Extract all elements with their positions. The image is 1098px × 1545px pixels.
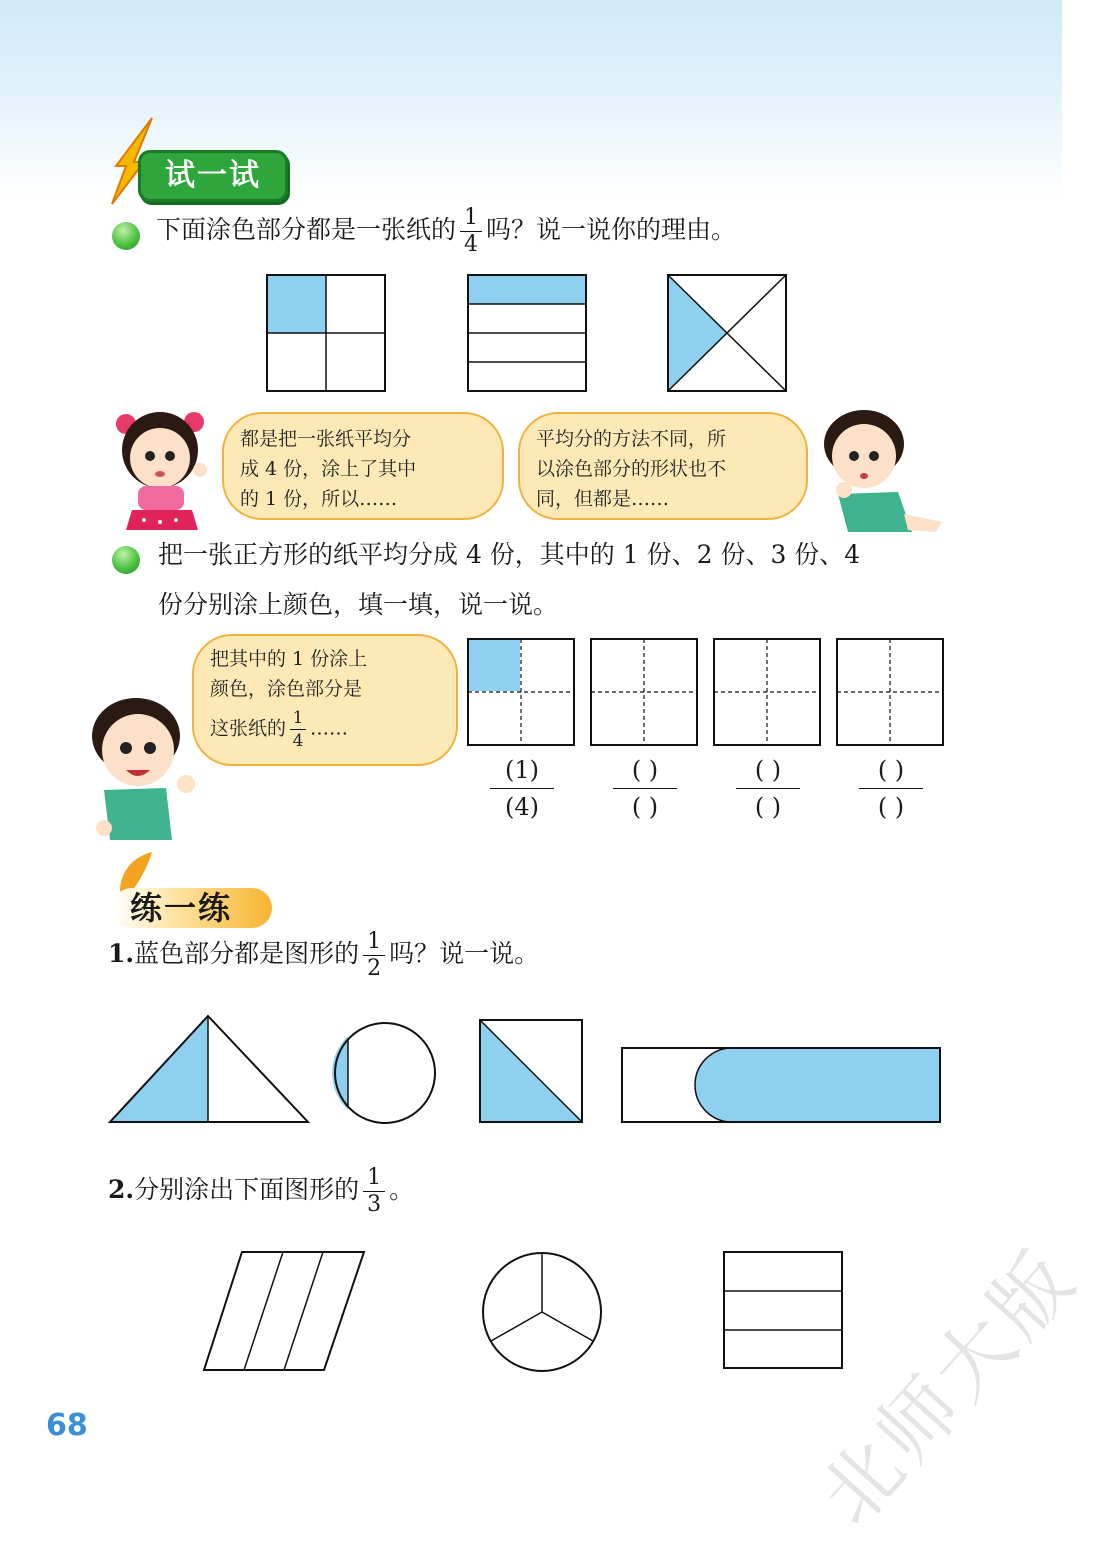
girl-character-icon: [108, 404, 218, 532]
answer-4-num[interactable]: ( ): [877, 756, 905, 784]
frac-den: 4: [292, 731, 304, 751]
frac-den: 3: [367, 1192, 382, 1217]
exercise-2-after: 。: [389, 1175, 415, 1204]
bubble-boy2-line3: [210, 708, 440, 751]
half-square-diagonal-figure: [478, 1018, 584, 1124]
exercise-1-number: 1.: [108, 939, 135, 968]
bubble-boy2-line1: 把其中的 1 份涂上: [210, 648, 368, 670]
exercise-2-text: [108, 1166, 414, 1217]
green-bullet-icon: [112, 222, 140, 250]
bubble-boy2-line3-after: ……: [310, 717, 349, 740]
fraction-one-quarter: [460, 206, 482, 257]
question-1-after: 吗？说一说你的理由。: [486, 215, 737, 244]
answer-2-num[interactable]: ( ): [631, 756, 659, 784]
parallelogram-thirds-figure[interactable]: [202, 1250, 366, 1372]
circle-thirds-figure[interactable]: [480, 1250, 604, 1374]
green-bullet-icon: [112, 546, 140, 574]
bubble-boy2-line3-before: 这张纸的: [210, 717, 287, 740]
square-quarter-strips: [467, 274, 589, 394]
rectangle-thirds-figure[interactable]: [722, 1250, 844, 1372]
bubble-boy-line1: 平均分的方法不同，所: [536, 428, 727, 450]
speech-bubble-girl: [222, 412, 504, 520]
square-quarter-triangle: [667, 274, 789, 394]
section-banner-practice: 练一练: [112, 888, 272, 928]
question-2-line1: 把一张正方形的纸平均分成 4 份，其中的 1 份、2 份、3 份、4: [158, 540, 861, 569]
speech-bubble-boy: [518, 412, 808, 520]
frac-num: 1: [292, 708, 304, 728]
answer-3-num[interactable]: ( ): [754, 756, 782, 784]
exercise-2-before: 分别涂出下面图形的: [134, 1175, 360, 1204]
fraction-one-half: [363, 930, 385, 981]
dashed-square-2: [590, 638, 700, 748]
exercise-1-text: [108, 930, 539, 981]
exercise-1-before: 蓝色部分都是图形的: [134, 939, 360, 968]
answer-1-den: (4): [505, 793, 539, 821]
dashed-square-3: [713, 638, 823, 748]
frac-num: 1: [464, 205, 479, 230]
answer-fraction-2[interactable]: [613, 755, 677, 822]
answer-4-den[interactable]: ( ): [877, 793, 905, 821]
boy-pointing-character-icon: [82, 690, 202, 850]
rectangle-capsule-figure: [620, 1046, 942, 1124]
dashed-square-4: [836, 638, 946, 748]
section-banner-try: 试一试: [138, 150, 288, 202]
frac-num: 1: [367, 929, 382, 954]
bubble-boy-line2: 以涂色部分的形状也不: [536, 458, 727, 480]
bubble-girl-line1: 都是把一张纸平均分: [240, 428, 412, 450]
answer-fraction-4[interactable]: [859, 755, 923, 822]
boy-character-icon: [808, 404, 948, 534]
page-number: 68: [46, 1408, 88, 1443]
bubble-girl-line2: 成 4 份，涂上了其中: [240, 458, 417, 480]
question-1-text: [156, 206, 736, 257]
publisher-watermark: 北师大版: [803, 1232, 1096, 1543]
square-quarter-grid: [266, 274, 388, 394]
answer-2-den[interactable]: ( ): [631, 793, 659, 821]
fraction-one-third: [363, 1166, 385, 1217]
answer-fraction-1: [490, 755, 554, 822]
answer-3-den[interactable]: ( ): [754, 793, 782, 821]
question-2-line2: 份分别涂上颜色，填一填，说一说。: [158, 590, 559, 619]
frac-num: 1: [367, 1165, 382, 1190]
bubble-boy-line3: 同，但都是……: [536, 488, 670, 510]
exercise-2-number: 2.: [108, 1175, 135, 1204]
exercise-1-after: 吗？说一说。: [389, 939, 540, 968]
frac-den: 4: [464, 232, 479, 257]
bubble-girl-line3: 的 1 份，所以……: [240, 488, 398, 510]
half-triangle-figure: [108, 1014, 312, 1126]
answer-fraction-3[interactable]: [736, 755, 800, 822]
bubble-boy2-line2: 颜色，涂色部分是: [210, 678, 363, 700]
speech-bubble-boy-2: [192, 634, 458, 766]
answer-1-num: (1): [505, 756, 539, 784]
frac-den: 2: [367, 956, 382, 981]
dashed-square-1: [467, 638, 577, 748]
circle-sliver-figure: [332, 1020, 438, 1126]
fraction-one-quarter-small: [290, 708, 306, 751]
question-1-before: 下面涂色部分都是一张纸的: [156, 215, 457, 244]
